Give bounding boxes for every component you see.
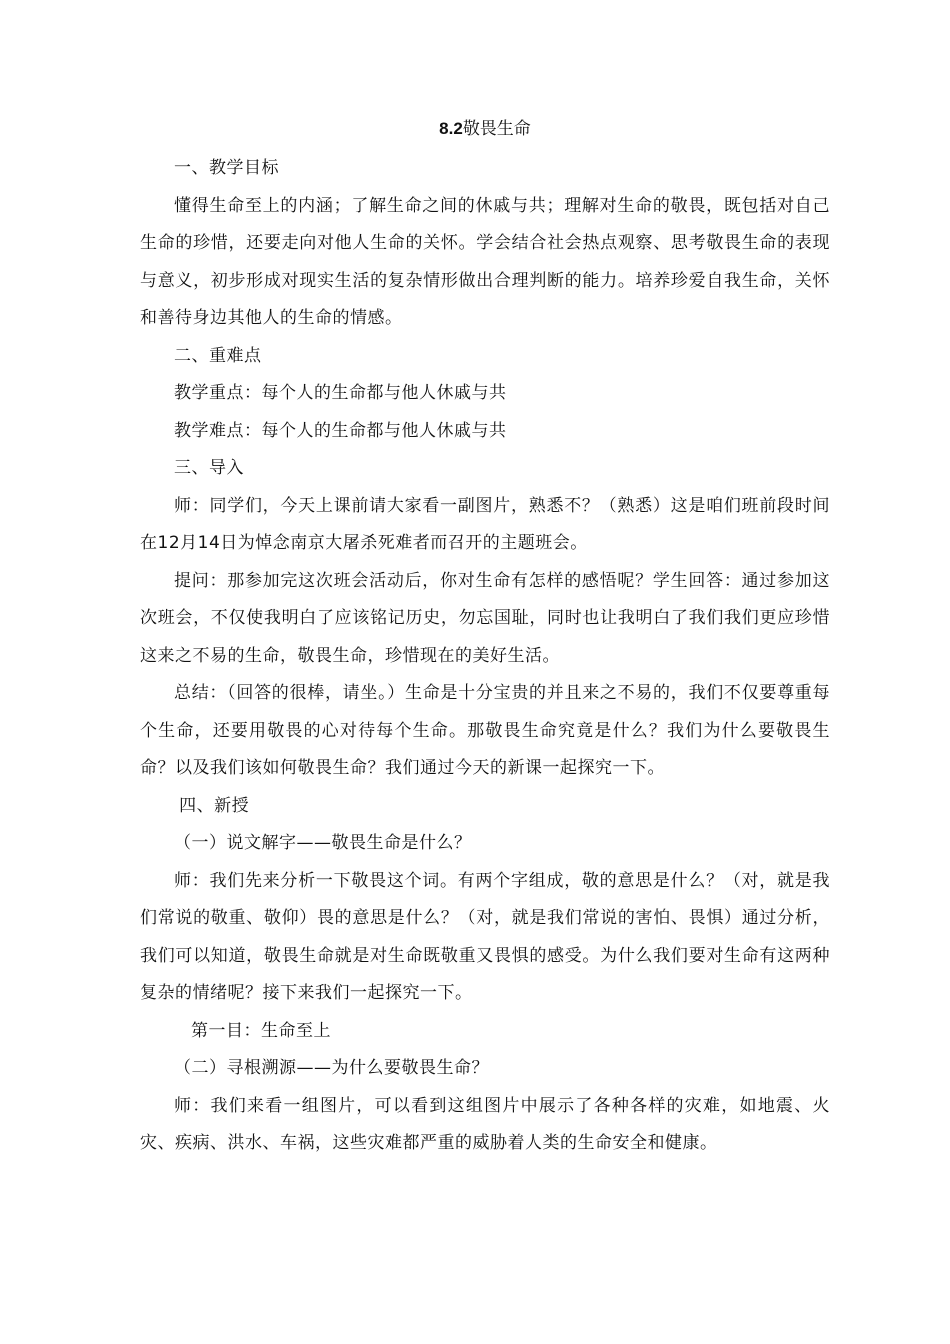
subheading-part-one: （一）说文解字——敬畏生命是什么？: [174, 833, 472, 853]
section-heading-key-points: 二、重难点: [174, 345, 262, 366]
section-heading-introduction: 三、导入: [174, 458, 244, 478]
paragraph-summary: 总结：（回答的很棒，请坐。）生命是十分宝贵的并且来之不易的，我们不仅要尊重每个生命，还要用敬畏的心对待每个生命。那敬畏生命究竟是什么？我们为什么要敬畏生命？以及我们该如何敬畏生命？我们通过今天的新课一起探究一下。: [140, 683, 830, 778]
paragraph-objectives: 懂得生命至上的内涵；了解生命之间的休戚与共；理解对生命的敬畏，既包括对自己生命的珍惜，还要走向对他人生命的关怀。学会结合社会热点观察、思考敬畏生命的表现与意义，初步形成对现实生活的复杂情形做出合理判断的能力。培养珍爱自我生命，关怀和善待身边其他人的生命的情感。: [140, 195, 830, 328]
paragraph-word-analysis: 师：我们先来分析一下敬畏这个词。有两个字组成，敬的意思是什么？（对，就是我们常说的敬重、敬仰）畏的意思是什么？（对，就是我们常说的害怕、畏惧）通过分析，我们可以知道，敬畏生命就是对生命既敬重又畏惧的感受。为什么我们要对生命有这两种复杂的情绪呢？接下来我们一起探究一下。: [140, 870, 830, 1003]
page-title: [140, 112, 830, 146]
title-text: 敬畏生命: [462, 119, 531, 139]
section-heading-objectives: 一、教学目标: [174, 158, 279, 178]
title-number: 8.2: [439, 119, 463, 138]
paragraph-question: 提问：那参加完这次班会活动后，你对生命有怎样的感悟呢？学生回答：通过参加这次班会，不仅使我明白了应该铭记历史，勿忘国耻，同时也让我明白了我们我们更应珍惜这来之不易的生命，敬畏生命，珍惜现在的美好生活。: [140, 570, 830, 666]
subheading-part-two: （二）寻根溯源——为什么要敬畏生命？: [174, 1058, 489, 1078]
subheading-first-item: 第一目：生命至上: [191, 1020, 331, 1041]
document-body: [140, 112, 830, 1163]
paragraph-key-point: 教学重点：每个人的生命都与他人休戚与共: [174, 383, 507, 403]
section-heading-new-lesson: 四、新授: [179, 795, 250, 816]
paragraph-difficult-point: 教学难点：每个人的生命都与他人休戚与共: [174, 420, 507, 441]
paragraph-teacher-intro: 师：同学们，今天上课前请大家看一副图片，熟悉不？（熟悉）这是咱们班前段时间在12月14日为悼念南京大屠杀死难者而召开的主题班会。: [140, 495, 830, 553]
paragraph-disasters: 师：我们来看一组图片，可以看到这组图片中展示了各种各样的灾难，如地震、火灾、疾病、洪水、车祸，这些灾难都严重的威胁着人类的生命安全和健康。: [140, 1095, 830, 1153]
